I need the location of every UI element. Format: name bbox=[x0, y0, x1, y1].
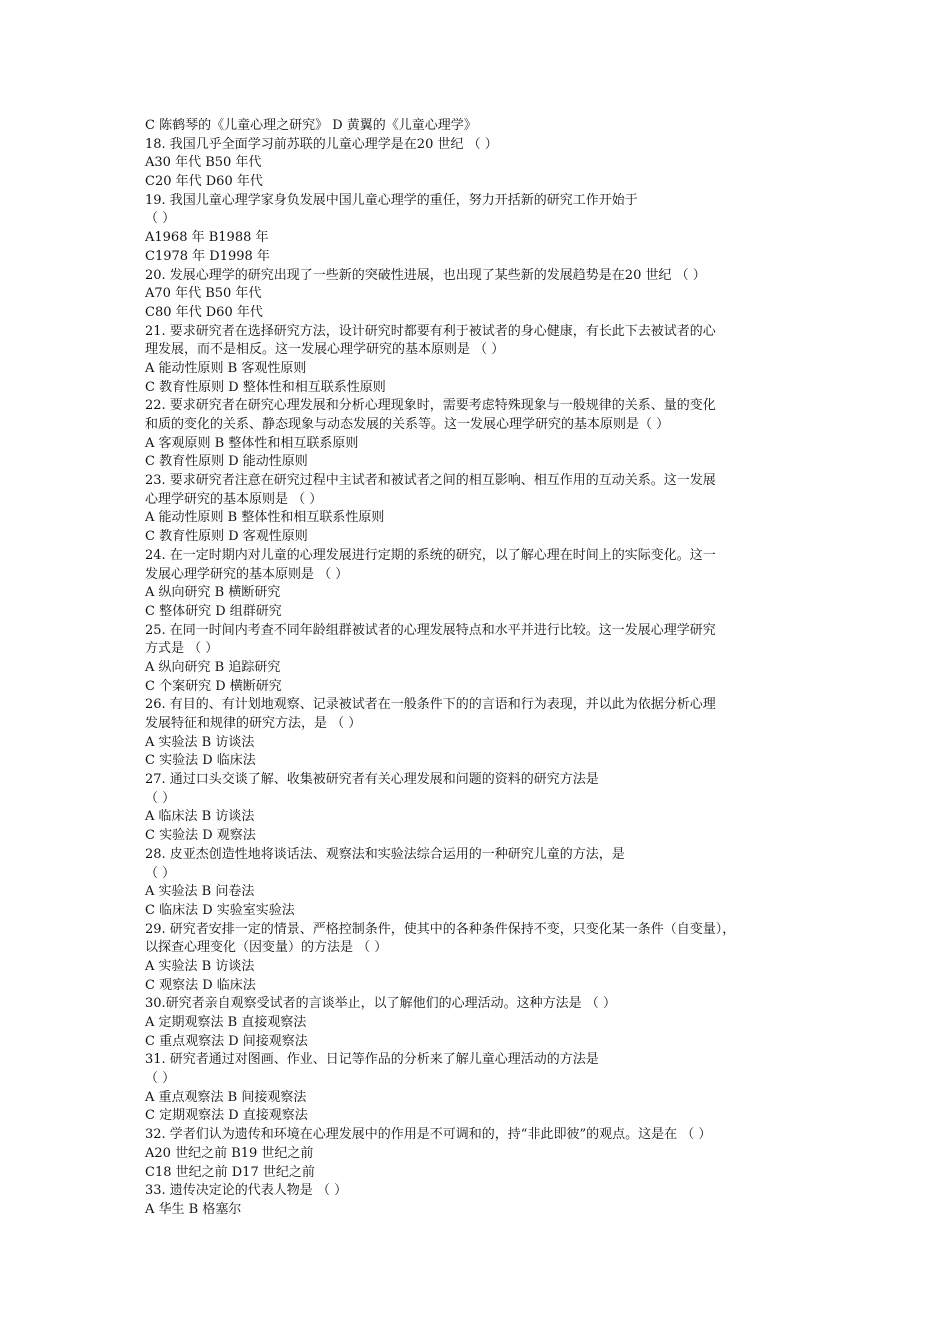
text-line: C 教育性原则 D 能动性原则 bbox=[145, 454, 308, 470]
text-line: （ ） bbox=[145, 1071, 176, 1087]
text-line: A30 年代 B50 年代 bbox=[145, 155, 262, 171]
document-body bbox=[145, 117, 785, 1220]
text-line: 24. 在一定时期内对儿童的心理发展进行定期的系统的研究，以了解心理在时间上的实际变化。这一 bbox=[145, 547, 716, 563]
text-line: A 实验法 B 问卷法 bbox=[145, 884, 255, 900]
text-line: C 临床法 D 实验室实验法 bbox=[145, 902, 295, 918]
text-line: 26. 有目的、有计划地观察、记录被试者在一般条件下的的言语和行为表现，并以此为依据分析心理 bbox=[145, 697, 716, 713]
text-line: 22. 要求研究者在研究心理发展和分析心理现象时，需要考虑特殊现象与一般规律的关系、量的变化 bbox=[145, 398, 716, 414]
text-line: A 重点观察法 B 间接观察法 bbox=[145, 1089, 307, 1105]
text-line: C 陈鹤琴的《儿童心理之研究》 D 黄翼的《儿童心理学》 bbox=[145, 118, 477, 133]
text-line: 发展特征和规律的研究方法，是 （ ） bbox=[145, 716, 362, 731]
text-line: 23. 要求研究者注意在研究过程中主试者和被试者之间的相互影响、相互作用的互动关系。这一发展 bbox=[145, 473, 716, 489]
text-line: C 整体研究 D 组群研究 bbox=[145, 603, 282, 619]
text-line: 18. 我国几乎全面学习前苏联的儿童心理学是在20 世纪 （ ） bbox=[145, 136, 498, 152]
text-line: 30.研究者亲自观察受试者的言谈举止，以了解他们的心理活动。这种方法是 （ ） bbox=[145, 996, 616, 1012]
text-line: C 定期观察法 D 直接观察法 bbox=[145, 1108, 308, 1124]
text-line: C80 年代 D60 年代 bbox=[145, 304, 263, 320]
text-line: A 实验法 B 访谈法 bbox=[145, 958, 255, 974]
text-line: （ ） bbox=[145, 790, 176, 806]
text-line: C 教育性原则 D 整体性和相互联系性原则 bbox=[145, 379, 386, 395]
text-line: C1978 年 D1998 年 bbox=[145, 248, 270, 264]
text-line: A 纵向研究 B 横断研究 bbox=[145, 585, 281, 601]
text-line: C 重点观察法 D 间接观察法 bbox=[145, 1033, 308, 1049]
text-line: 21. 要求研究者在选择研究方法，设计研究时都要有利于被试者的身心健康，有长此下去被试者的心 bbox=[145, 323, 716, 339]
text-line: 发展心理学研究的基本原则是 （ ） bbox=[145, 566, 349, 582]
text-line: A 客观原则 B 整体性和相互联系原则 bbox=[145, 435, 359, 451]
text-line: A 能动性原则 B 整体性和相互联系性原则 bbox=[145, 510, 385, 526]
text-line: 33. 遗传决定论的代表人物是 （ ） bbox=[145, 1183, 348, 1199]
text-line: 27. 通过口头交谈了解、收集被研究者有关心理发展和问题的资料的研究方法是 bbox=[145, 772, 599, 788]
text-line: 方式是 （ ） bbox=[145, 641, 219, 657]
text-line: A 华生 B 格塞尔 bbox=[145, 1201, 242, 1217]
text-line: （ ） bbox=[145, 865, 176, 881]
text-line: 28. 皮亚杰创造性地将谈话法、观察法和实验法综合运用的一种研究儿童的方法，是 bbox=[145, 846, 625, 862]
text-line: （ ） bbox=[145, 211, 176, 227]
text-line: 20. 发展心理学的研究出现了一些新的突破性进展，也出现了某些新的发展趋势是在20 世纪 （ ） bbox=[145, 267, 706, 283]
text-line: A 临床法 B 访谈法 bbox=[145, 809, 255, 825]
text-line: 19. 我国儿童心理学家身负发展中国儿童心理学的重任，努力开括新的研究工作开始于 bbox=[145, 192, 638, 208]
text-line: C18 世纪之前 D17 世纪之前 bbox=[145, 1164, 315, 1180]
text-line: C20 年代 D60 年代 bbox=[145, 174, 263, 190]
text-line: A 实验法 B 访谈法 bbox=[145, 734, 255, 750]
text-line: A 纵向研究 B 追踪研究 bbox=[145, 659, 281, 675]
text-line: 和质的变化的关系、静态现象与动态发展的关系等。这一发展心理学研究的基本原则是（ ） bbox=[145, 417, 670, 432]
text-line: 31. 研究者通过对图画、作业、日记等作品的分析来了解儿童心理活动的方法是 bbox=[145, 1052, 599, 1068]
text-line: A20 世纪之前 B19 世纪之前 bbox=[145, 1145, 314, 1161]
text-line: 以探查心理变化（因变量）的方法是 （ ） bbox=[145, 940, 388, 956]
text-line: 25. 在同一时间内考查不同年龄组群被试者的心理发展特点和水平并进行比较。这一发展心理学研究 bbox=[145, 622, 716, 638]
text-line: 理发展，而不是相反。这一发展心理学研究的基本原则是 （ ） bbox=[145, 342, 505, 358]
text-line: A 能动性原则 B 客观性原则 bbox=[145, 360, 307, 376]
text-line: 32. 学者们认为遗传和环境在心理发展中的作用是不可调和的，持“非此即彼”的观点。这是在 （ ） bbox=[145, 1127, 712, 1143]
text-line: 心理学研究的基本原则是 （ ） bbox=[145, 491, 323, 507]
text-line: C 实验法 D 临床法 bbox=[145, 753, 256, 769]
text-line: C 观察法 D 临床法 bbox=[145, 977, 256, 993]
text-line: C 教育性原则 D 客观性原则 bbox=[145, 529, 308, 545]
text-line: 29. 研究者安排一定的情景、严格控制条件，使其中的各种条件保持不变，只变化某一条件（自变量）， bbox=[145, 921, 736, 937]
text-line: A70 年代 B50 年代 bbox=[145, 286, 262, 302]
text-line: A 定期观察法 B 直接观察法 bbox=[145, 1015, 307, 1030]
text-line: A1968 年 B1988 年 bbox=[145, 230, 269, 246]
text-line: C 个案研究 D 横断研究 bbox=[145, 678, 282, 694]
text-line: C 实验法 D 观察法 bbox=[145, 828, 256, 844]
